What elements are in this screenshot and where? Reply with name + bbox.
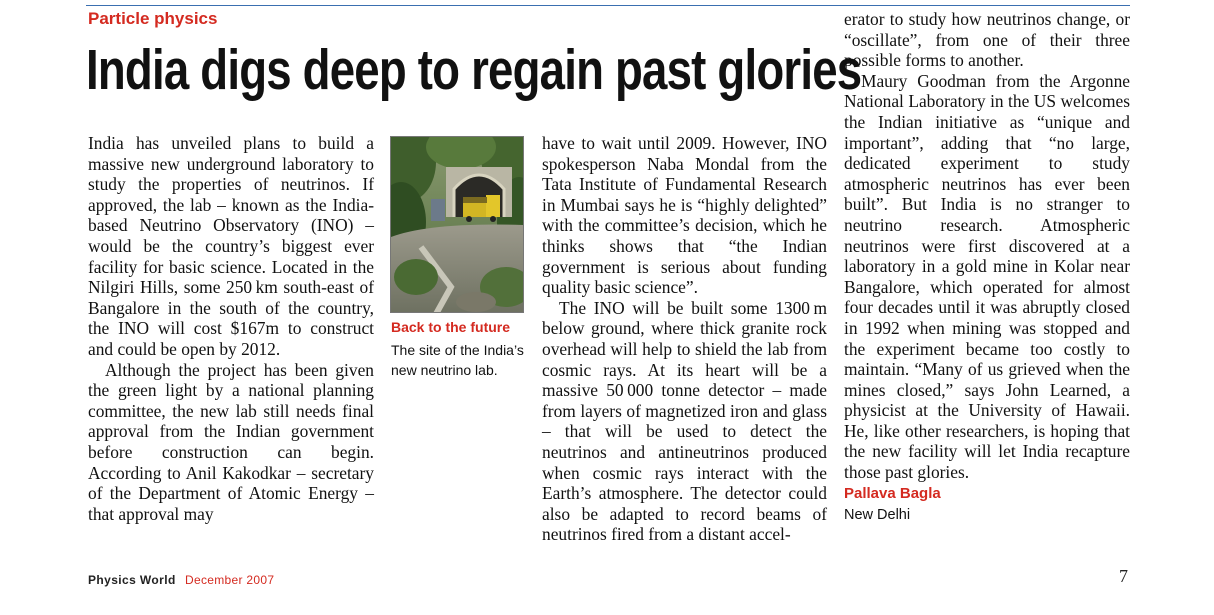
paragraph: have to wait until 2009. However, INO spokesperson Naba Mondal from the Tata Institute of Fundamental Research in Mumbai says he is “highly delighted” with the committee’s decision, which he thinks shows that “the Indian government is serious about funding quality basic science”. xyxy=(542,133,827,298)
article-column-3 xyxy=(542,133,827,545)
paragraph: erator to study how neutrinos change, or “oscillate”, from one of their three possible forms to another. xyxy=(844,9,1130,71)
byline-author: Pallava Bagla xyxy=(844,484,941,502)
page-number: 7 xyxy=(1119,566,1128,586)
article-column-1 xyxy=(88,133,374,524)
tunnel-photo xyxy=(390,136,524,313)
page-footer xyxy=(88,573,274,587)
top-rule xyxy=(86,5,1130,6)
figure-caption-text: The site of the India’s new neutrino lab. xyxy=(391,342,524,378)
section-label: Particle physics xyxy=(88,9,218,28)
paragraph: Although the project has been given the green light by a national planning committee, the new lab still needs final approval from the Indian government before construction can begin. According to Anil Kakodkar – secretary of the Department of Atomic Energy – that approval may xyxy=(88,359,374,524)
paragraph: Maury Goodman from the Argonne National Laboratory in the US welcomes the Indian initiative as “unique and important”, adding that “no large, dedicated experiment to study atmospheric neutrinos has ever been built”. But India is no stranger to neutrino research. Atmospheric neutrinos were first discovered at a laboratory in a gold mine in Kolar near Bangalore, which operated for almost four decades until it was abruptly closed in 1992 when mining was stopped and the experiment became too costly to maintain. “Many of us grieved when the mines closed,” says John Learned, a physicist at the University of Hawaii. He, like other researchers, is hoping that the new facility will let India recapture those past glories. xyxy=(844,70,1130,483)
byline-location: New Delhi xyxy=(844,506,911,523)
figure-caption-title: Back to the future xyxy=(391,319,511,335)
paragraph: The INO will be built some 1300 m below ground, where thick granite rock overhead will help to shield the lab from cosmic rays. At its heart will be a massive 50 000 tonne detector – made from layers of magnetized iron and glass – that will be used to detect the neutrinos and antineutrinos produced when cosmic rays interact with the Earth’s atmosphere. The detector could also be adapted to record beams of neutrinos fired from a distant accel- xyxy=(542,297,827,545)
issue-date: December 2007 xyxy=(185,573,275,587)
magazine-name: Physics World xyxy=(88,573,176,587)
article-column-4 xyxy=(844,9,1130,526)
headline: India digs deep to regain past glories xyxy=(86,38,862,102)
paragraph: India has unveiled plans to build a massive new underground laboratory to study the properties of neutrinos. If approved, the lab – known as the India-based Neutrino Observatory (INO) – would be the country’s biggest ever facility for basic science. Located in the Nilgiri Hills, some 250 km south-east of Bangalore in the south of the country, the INO will cost $167m to construct and could be open by 2012. xyxy=(88,133,374,359)
tunnel-photo-image xyxy=(391,137,524,313)
